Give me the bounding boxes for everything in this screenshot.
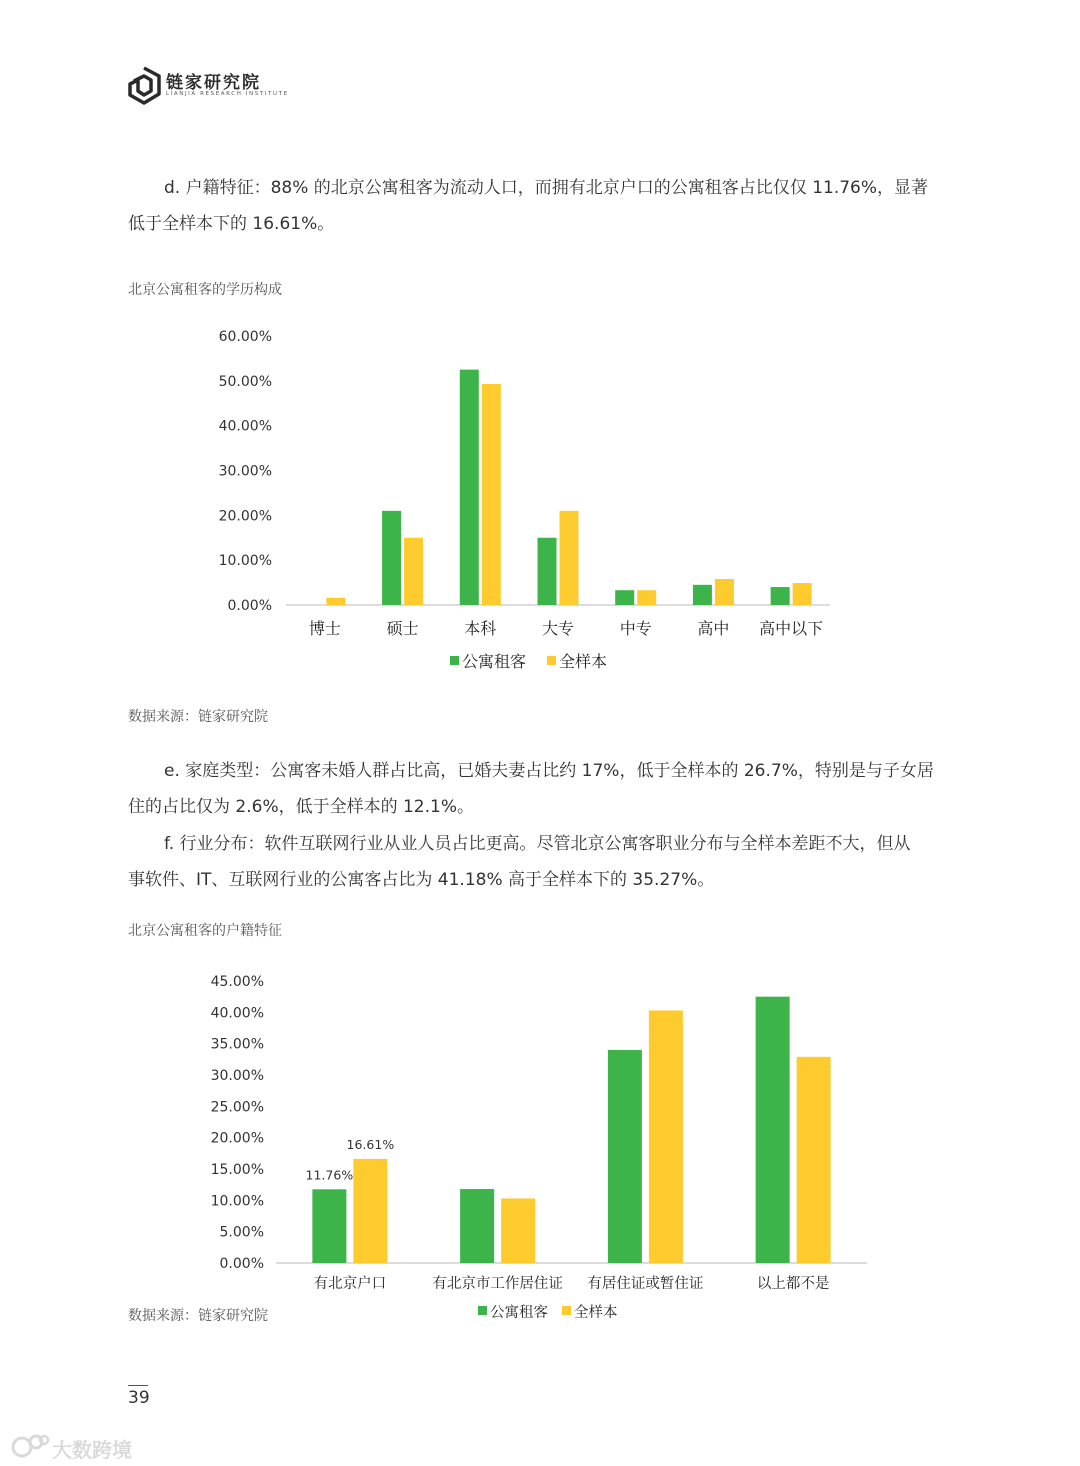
bar-apartment-renter: [460, 1189, 494, 1263]
category-label: 高中以下: [759, 619, 824, 638]
y-tick-label: 50.00%: [218, 373, 272, 390]
y-tick-label: 45.00%: [210, 974, 264, 990]
category-label: 硕士: [386, 619, 419, 638]
category-label: 有北京市工作居住证: [432, 1276, 563, 1292]
logo-subtitle: LIANJIA RESEARCH INSTITUTE: [166, 91, 289, 97]
y-tick-label: 15.00%: [210, 1162, 264, 1178]
page-number-rule: [128, 1385, 148, 1386]
page-number: 39: [128, 1388, 150, 1408]
y-tick-label: 25.00%: [210, 1099, 264, 1116]
category-label: 有北京户口: [313, 1276, 387, 1292]
y-tick-label: 20.00%: [218, 508, 272, 525]
data-label: 11.76%: [305, 1167, 354, 1183]
legend-swatch: [478, 1306, 487, 1315]
y-tick-label: 10.00%: [218, 553, 272, 570]
paragraph-f-line1: f. 行业分布：软件互联网行业从业人员占比更高。尽管北京公寓客职业分布与全样本差距不大，但从: [164, 834, 911, 854]
paragraph-d-line2: 低于全样本下的 16.61%。: [128, 214, 335, 234]
logo-name: 链家研究院: [166, 73, 261, 93]
bar-apartment-renter: [608, 1050, 642, 1263]
category-label: 博士: [308, 619, 341, 638]
bar-apartment-renter: [312, 1189, 346, 1263]
y-tick-label: 5.00%: [219, 1224, 264, 1241]
category-label: 中专: [619, 619, 652, 638]
y-tick-label: 30.00%: [218, 463, 272, 480]
category-label: 有居住证或暂住证: [587, 1276, 704, 1292]
chart1-source: 数据来源：链家研究院: [128, 709, 268, 725]
category-label: 大专: [541, 619, 575, 638]
chart2-source: 数据来源：链家研究院: [128, 1308, 268, 1324]
legend-label: 公寓租客: [490, 1305, 548, 1321]
bar-apartment-renter: [756, 997, 790, 1263]
y-tick-label: 60.00%: [218, 329, 272, 345]
watermark-logo-icon: [10, 1432, 50, 1462]
bar-full-sample: [501, 1198, 535, 1263]
y-tick-label: 20.00%: [210, 1130, 264, 1147]
watermark-text: 大数跨境: [52, 1438, 132, 1462]
watermark: [10, 1430, 150, 1464]
paragraph-e-line1: e. 家庭类型：公寓客未婚人群占比高，已婚夫妻占比约 17%，低于全样本的 26.7%，特别是与子女居: [164, 761, 934, 781]
legend-label: 公寓租客: [462, 652, 527, 671]
bar-full-sample: [649, 1010, 683, 1263]
y-tick-label: 40.00%: [210, 1005, 264, 1022]
paragraph-f-line2: 事软件、IT、互联网行业的公寓客占比为 41.18% 高于全样本下的 35.27%。: [128, 870, 715, 890]
y-tick-label: 35.00%: [210, 1036, 264, 1053]
category-label: 本科: [464, 619, 497, 638]
paragraph-d-line1: d. 户籍特征：88% 的北京公寓租客为流动人口，而拥有北京户口的公寓租客占比仅仅 11.76%，显著: [164, 178, 929, 198]
chart1-title: 北京公寓租客的学历构成: [128, 282, 282, 298]
chart2-title: 北京公寓租客的户籍特征: [128, 923, 282, 939]
bar-full-sample: [797, 1057, 831, 1263]
paragraph-e-line2: 住的占比仅为 2.6%，低于全样本的 12.1%。: [128, 797, 475, 817]
legend-swatch: [562, 1306, 571, 1315]
legend-label: 全样本: [559, 652, 608, 671]
legend-label: 全样本: [574, 1305, 618, 1321]
y-tick-label: 0.00%: [227, 598, 272, 614]
y-tick-label: 10.00%: [210, 1193, 264, 1210]
y-tick-label: 40.00%: [218, 418, 272, 435]
category-label: 高中: [697, 619, 730, 638]
data-label: 16.61%: [346, 1136, 395, 1152]
bar-full-sample: [353, 1159, 387, 1263]
y-tick-label: 30.00%: [210, 1068, 264, 1084]
category-label: 以上都不是: [756, 1276, 830, 1292]
y-tick-label: 0.00%: [219, 1256, 264, 1272]
